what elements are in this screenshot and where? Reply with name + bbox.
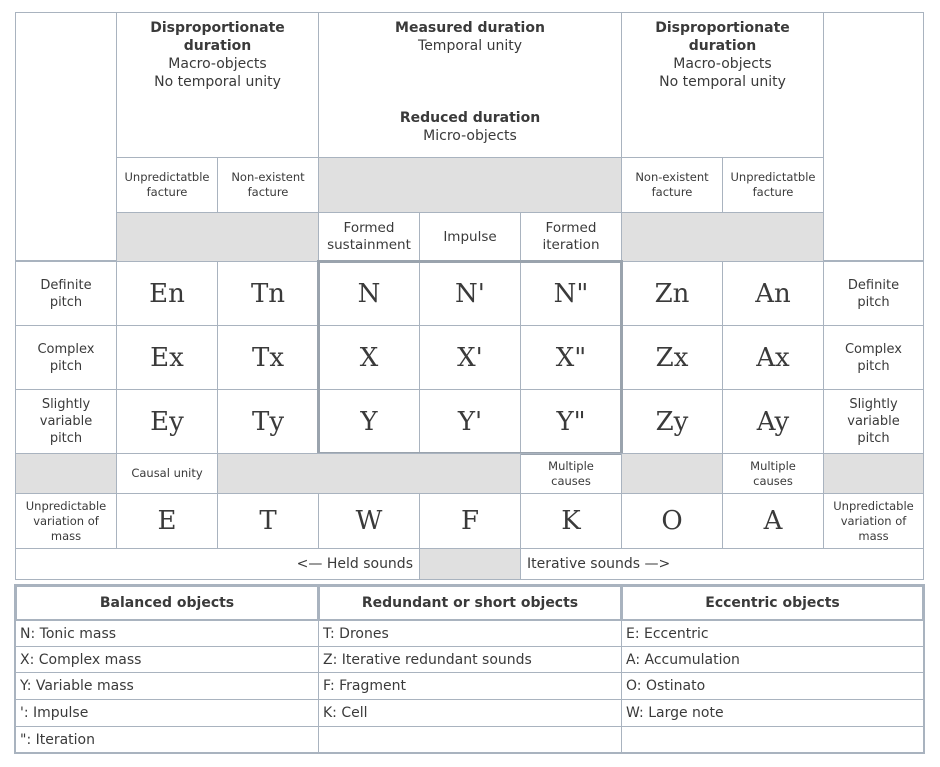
legend-header-balanced: Balanced objects	[15, 585, 319, 621]
multiple-causes-label: Multiple	[750, 458, 796, 473]
row-label: Definite	[847, 277, 900, 293]
header-center-duration	[318, 12, 622, 158]
cell-X: X	[318, 325, 420, 390]
held-sounds-label: <— Held sounds	[296, 556, 413, 572]
legend-item: X: Complex mass	[15, 646, 319, 673]
facture-label: Non-existent	[635, 170, 709, 184]
row-label: variation of	[840, 513, 907, 528]
facture-label: Unpredictatble	[730, 170, 816, 184]
legend-item: Y: Variable mass	[15, 672, 319, 700]
cell-N-impulse: N'	[419, 261, 521, 326]
row-label: pitch	[857, 294, 890, 310]
causes-grey-right2	[823, 453, 924, 494]
held-iterative-divider	[419, 548, 521, 580]
multiple-causes-label: causes	[753, 473, 793, 488]
subheader-left-grey	[116, 212, 319, 262]
header-right-duration	[621, 12, 824, 158]
cell-Zx: Zx	[621, 325, 723, 390]
multiple-causes-label: Multiple	[548, 458, 594, 473]
row-label: Definite	[40, 277, 92, 293]
facture-nonexistent-left	[217, 157, 319, 213]
row-label: variable	[39, 414, 93, 429]
cell-Ay: Ay	[722, 389, 824, 454]
legend-item: ": Iteration	[15, 726, 319, 753]
corner-top-right	[823, 12, 924, 261]
legend-header-redundant: Redundant or short objects	[318, 585, 622, 621]
subheader-label: Impulse	[443, 228, 497, 245]
row-label-definite-left	[15, 261, 117, 326]
row-label-mass-left	[15, 493, 117, 549]
cell-Y-iteration: Y"	[520, 389, 622, 454]
iterative-sounds-label: Iterative sounds —>	[527, 556, 671, 572]
header-left-line2: No temporal unity	[154, 74, 281, 90]
facture-center-grey	[318, 157, 622, 213]
legend-item: E: Eccentric	[621, 620, 924, 647]
cell-Y-impulse: Y'	[419, 389, 521, 454]
cell-Zy: Zy	[621, 389, 723, 454]
row-label: Complex	[844, 341, 903, 357]
row-label: variation of	[33, 513, 99, 528]
cell-Ey: Ey	[116, 389, 218, 454]
facture-label: Non-existent	[231, 170, 305, 184]
legend-item: K: Cell	[318, 699, 622, 727]
cell-An: An	[722, 261, 824, 326]
header-right-line2: No temporal unity	[659, 74, 786, 90]
facture-label: Unpredictatble	[124, 170, 210, 184]
row-label: pitch	[49, 294, 83, 310]
held-sounds-cell	[15, 548, 420, 580]
row-label-complex-right	[823, 325, 924, 390]
cell-E: E	[116, 493, 218, 549]
subheader-formed-sustainment	[318, 212, 420, 262]
row-label: mass	[50, 528, 82, 543]
cell-N-iteration: N"	[520, 261, 622, 326]
multiple-causes-center	[520, 453, 622, 494]
cell-Y: Y	[318, 389, 420, 454]
multiple-causes-label: causes	[551, 473, 591, 488]
cell-F: F	[419, 493, 521, 549]
causes-grey-right1	[621, 453, 723, 494]
facture-nonexistent-right	[621, 157, 723, 213]
legend-item: O: Ostinato	[621, 672, 924, 700]
causes-grey-left	[15, 453, 117, 494]
legend-item: Z: Iterative redundant sounds	[318, 646, 622, 673]
header-center-title: Measured duration	[395, 20, 545, 36]
facture-unpredictable-right	[722, 157, 824, 213]
legend-item: W: Large note	[621, 699, 924, 727]
header-left-line1: Macro-objects	[168, 56, 267, 72]
legend-item: A: Accumulation	[621, 646, 924, 673]
header-center-title2: Reduced duration	[399, 110, 541, 126]
row-label: pitch	[49, 358, 83, 374]
legend-item: N: Tonic mass	[15, 620, 319, 647]
iterative-sounds-cell	[520, 548, 924, 580]
subheader-label: Formed	[343, 220, 395, 236]
subheader-label: Formed	[545, 220, 597, 236]
header-center-line2: Micro-objects	[423, 128, 517, 144]
legend-item-empty	[318, 726, 622, 753]
cell-T: T	[217, 493, 319, 549]
facture-label: facture	[752, 185, 794, 199]
facture-unpredictable-left	[116, 157, 218, 213]
legend-item: T: Drones	[318, 620, 622, 647]
row-label: Slightly	[41, 397, 91, 412]
row-label: Complex	[37, 341, 95, 357]
cell-Zn: Zn	[621, 261, 723, 326]
legend-header-eccentric: Eccentric objects	[621, 585, 924, 621]
subheader-right-grey	[621, 212, 824, 262]
row-label-definite-right	[823, 261, 924, 326]
corner-top-left	[15, 12, 117, 261]
header-right-title: Disproportionate duration	[655, 20, 790, 54]
cell-N: N	[318, 261, 420, 326]
row-label-mass-right	[823, 493, 924, 549]
cell-A: A	[722, 493, 824, 549]
header-left-title: Disproportionate duration	[150, 20, 285, 54]
cell-Ax: Ax	[722, 325, 824, 390]
cell-X-impulse: X'	[419, 325, 521, 390]
facture-label: facture	[146, 185, 188, 199]
cell-K: K	[520, 493, 622, 549]
row-label-complex-left	[15, 325, 117, 390]
row-label: mass	[858, 528, 889, 543]
multiple-causes-right	[722, 453, 824, 494]
causes-grey-center	[217, 453, 521, 494]
subheader-label: iteration	[542, 237, 600, 253]
cell-Ty: Ty	[217, 389, 319, 454]
legend-item-empty	[621, 726, 924, 753]
row-label: pitch	[857, 431, 890, 446]
cell-W: W	[318, 493, 420, 549]
cell-Ex: Ex	[116, 325, 218, 390]
row-label: Slightly	[849, 397, 898, 412]
cell-O: O	[621, 493, 723, 549]
subheader-label: sustainment	[327, 237, 411, 253]
facture-label: facture	[247, 185, 289, 199]
cell-X-iteration: X"	[520, 325, 622, 390]
row-label: pitch	[857, 358, 890, 374]
subheader-impulse	[419, 212, 521, 262]
row-label: Unpredictable	[833, 498, 914, 513]
row-label: variable	[847, 414, 900, 429]
header-right-line1: Macro-objects	[673, 56, 772, 72]
header-left-duration	[116, 12, 319, 158]
causal-unity-cell	[116, 453, 218, 494]
cell-Tx: Tx	[217, 325, 319, 390]
legend-item: F: Fragment	[318, 672, 622, 700]
cell-En: En	[116, 261, 218, 326]
row-label-slightly-right	[823, 389, 924, 454]
row-label: Unpredictable	[25, 498, 107, 513]
header-center-line1: Temporal unity	[418, 38, 522, 54]
causal-unity-label: Causal unity	[131, 466, 203, 480]
subheader-formed-iteration	[520, 212, 622, 262]
row-label: pitch	[49, 431, 83, 446]
cell-Tn: Tn	[217, 261, 319, 326]
legend-item: ': Impulse	[15, 699, 319, 727]
row-label-slightly-left	[15, 389, 117, 454]
facture-label: facture	[651, 185, 693, 199]
